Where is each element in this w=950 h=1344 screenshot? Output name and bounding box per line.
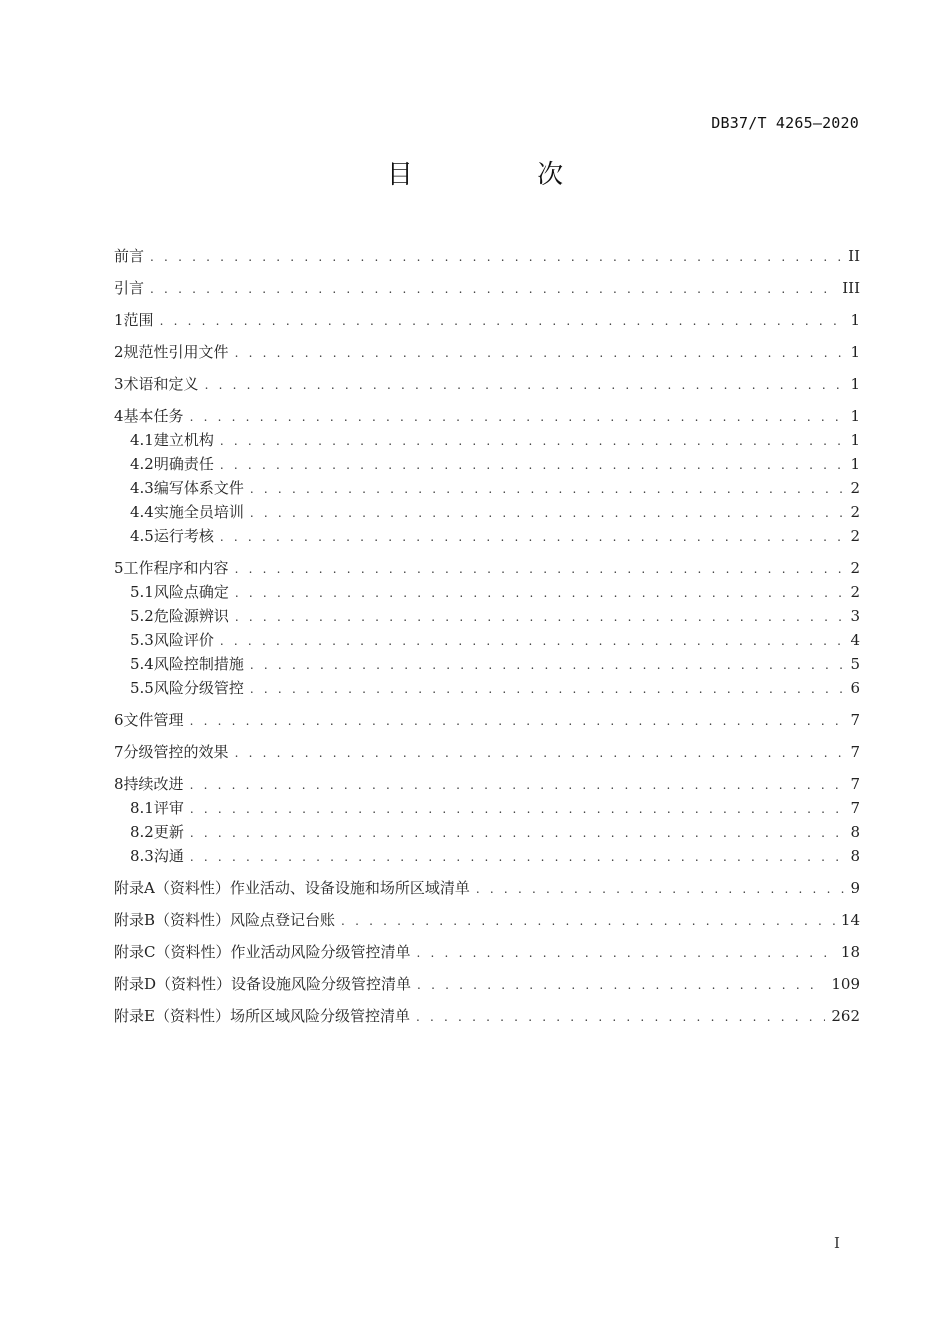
toc-entry-number: 5.2: [130, 607, 154, 625]
dot-leader: [220, 629, 844, 653]
toc-entry[interactable]: [114, 276, 860, 300]
toc-entry-page: 2: [850, 479, 860, 497]
toc-entry[interactable]: [114, 908, 860, 932]
toc-entry-number: 5: [114, 559, 124, 577]
dot-leader: [190, 709, 844, 733]
toc-entry-page: 2: [850, 583, 860, 601]
toc-entry-label: 明确责任: [153, 455, 214, 473]
dot-leader: [417, 973, 825, 997]
dot-leader: [235, 341, 844, 365]
toc-entry[interactable]: [114, 340, 860, 364]
toc-entry-page: 7: [850, 743, 860, 761]
dot-leader: [220, 453, 844, 477]
toc-entry-number: 5.4: [130, 655, 154, 673]
toc-entry[interactable]: [114, 820, 860, 844]
toc-entry[interactable]: [114, 1004, 860, 1028]
dot-leader: [476, 877, 844, 901]
toc-entry-label: 工作程序和内容: [123, 559, 229, 577]
dot-leader: [220, 525, 844, 549]
toc-entry-page: 262: [831, 1007, 860, 1025]
standard-code: DB37/T 4265—2020: [711, 114, 859, 132]
dot-leader: [205, 373, 844, 397]
toc-entry-label: 风险控制措施: [153, 655, 244, 673]
toc-entry-page: 2: [850, 527, 860, 545]
toc-entry-label: 建立机构: [153, 431, 214, 449]
toc-entry-label: 作业活动、设备设施和场所区域清单: [229, 879, 470, 897]
toc-entry-number: 附录B（资料性）: [114, 911, 231, 929]
toc-entry-label: 风险评价: [153, 631, 214, 649]
toc-entry-label: 场所区域风险分级管控清单: [229, 1007, 410, 1025]
toc-entry-number: 7: [114, 743, 124, 761]
toc-entry[interactable]: [114, 652, 860, 676]
toc-entry-page: 2: [850, 559, 860, 577]
toc-entry[interactable]: [114, 940, 860, 964]
toc-entry-number: 附录C（资料性）: [114, 943, 231, 961]
toc-entry-number: 4.1: [130, 431, 154, 449]
toc-entry[interactable]: [114, 772, 860, 796]
table-of-contents: [114, 244, 860, 1028]
toc-entry[interactable]: [114, 524, 860, 548]
dot-leader: [190, 845, 844, 869]
toc-entry-page: 8: [850, 847, 860, 865]
toc-entry-page: 4: [850, 631, 860, 649]
toc-entry-label: 范围: [123, 311, 154, 329]
dot-leader: [235, 605, 844, 629]
toc-entry[interactable]: [114, 676, 860, 700]
toc-entry[interactable]: [114, 796, 860, 820]
toc-entry[interactable]: [114, 708, 860, 732]
toc-entry-label: 引言: [114, 279, 145, 297]
dot-leader: [190, 797, 844, 821]
dot-leader: [417, 941, 835, 965]
toc-entry-number: 4.2: [130, 455, 154, 473]
toc-entry[interactable]: [114, 452, 860, 476]
toc-entry-label: 评审: [153, 799, 184, 817]
toc-entry-label: 分级管控的效果: [123, 743, 229, 761]
toc-entry-page: 5: [850, 655, 860, 673]
toc-entry-label: 运行考核: [153, 527, 214, 545]
toc-entry-number: 5.1: [130, 583, 154, 601]
toc-entry-page: 1: [850, 343, 860, 361]
toc-entry-number: 8: [114, 775, 124, 793]
toc-entry[interactable]: [114, 972, 860, 996]
toc-entry-number: 3: [114, 375, 124, 393]
toc-entry[interactable]: [114, 628, 860, 652]
toc-entry-page: 14: [840, 911, 860, 929]
toc-entry-number: 4.3: [130, 479, 154, 497]
toc-entry-number: 5.3: [130, 631, 154, 649]
toc-entry-label: 规范性引用文件: [123, 343, 229, 361]
toc-entry-page: 1: [850, 375, 860, 393]
toc-entry[interactable]: [114, 476, 860, 500]
dot-leader: [250, 501, 844, 525]
toc-entry-page: 109: [831, 975, 860, 993]
toc-entry[interactable]: [114, 500, 860, 524]
dot-leader: [220, 429, 844, 453]
toc-entry-page: 7: [850, 775, 860, 793]
toc-entry-page: 1: [850, 431, 860, 449]
toc-entry[interactable]: [114, 372, 860, 396]
dot-leader: [250, 653, 844, 677]
toc-entry-number: 6: [114, 711, 124, 729]
toc-entry[interactable]: [114, 740, 860, 764]
toc-entry[interactable]: [114, 876, 860, 900]
dot-leader: [250, 677, 844, 701]
toc-entry-number: 8.1: [130, 799, 154, 817]
toc-entry-page: 9: [850, 879, 860, 897]
toc-entry[interactable]: [114, 556, 860, 580]
toc-entry-number: 附录D（资料性）: [114, 975, 232, 993]
toc-entry-number: 4.5: [130, 527, 154, 545]
dot-leader: [235, 581, 844, 605]
toc-title: 目 次: [386, 160, 622, 190]
dot-leader: [150, 277, 836, 301]
toc-entry-label: 前言: [114, 247, 145, 265]
dot-leader: [250, 477, 844, 501]
toc-entry-label: 风险点确定: [153, 583, 229, 601]
toc-entry-page: 3: [850, 607, 860, 625]
toc-entry-page: III: [842, 279, 860, 297]
toc-entry-page: II: [848, 247, 860, 265]
toc-entry-page: 8: [850, 823, 860, 841]
toc-entry-number: 8.3: [130, 847, 154, 865]
toc-entry-label: 更新: [153, 823, 184, 841]
toc-entry[interactable]: [114, 604, 860, 628]
toc-entry-label: 实施全员培训: [153, 503, 244, 521]
toc-entry-label: 作业活动风险分级管控清单: [230, 943, 411, 961]
toc-entry[interactable]: [114, 308, 860, 332]
toc-entry-number: 4.4: [130, 503, 154, 521]
toc-entry-label: 风险点登记台账: [230, 911, 336, 929]
toc-entry-label: 风险分级管控: [153, 679, 244, 697]
toc-entry-number: 附录A（资料性）: [114, 879, 230, 897]
dot-leader: [190, 405, 844, 429]
toc-entry-number: 4: [114, 407, 124, 425]
dot-leader: [190, 821, 844, 845]
toc-entry-page: 1: [850, 311, 860, 329]
dot-leader: [235, 741, 844, 765]
toc-entry-page: 1: [850, 407, 860, 425]
dot-leader: [150, 245, 842, 269]
page-number: I: [834, 1234, 840, 1252]
toc-entry-label: 危险源辨识: [153, 607, 229, 625]
toc-entry-page: 2: [850, 503, 860, 521]
toc-entry[interactable]: [114, 844, 860, 868]
toc-entry-label: 文件管理: [123, 711, 184, 729]
toc-entry-page: 6: [850, 679, 860, 697]
dot-leader: [416, 1005, 825, 1029]
toc-entry-label: 沟通: [153, 847, 184, 865]
toc-entry-label: 持续改进: [123, 775, 184, 793]
toc-entry[interactable]: [114, 580, 860, 604]
dot-leader: [341, 909, 835, 933]
toc-entry-page: 7: [850, 711, 860, 729]
toc-entry-number: 1: [114, 311, 124, 329]
toc-entry[interactable]: [114, 404, 860, 428]
toc-entry-page: 18: [840, 943, 860, 961]
dot-leader: [160, 309, 844, 333]
dot-leader: [190, 773, 844, 797]
toc-entry-label: 基本任务: [123, 407, 184, 425]
toc-entry-number: 2: [114, 343, 124, 361]
toc-entry[interactable]: [114, 428, 860, 452]
toc-entry-label: 编写体系文件: [153, 479, 244, 497]
toc-entry-page: 7: [850, 799, 860, 817]
toc-entry-label: 术语和定义: [123, 375, 199, 393]
toc-entry-number: 8.2: [130, 823, 154, 841]
toc-entry[interactable]: [114, 244, 860, 268]
toc-entry-number: 附录E（资料性）: [114, 1007, 230, 1025]
toc-entry-page: 1: [850, 455, 860, 473]
dot-leader: [235, 557, 844, 581]
toc-entry-number: 5.5: [130, 679, 154, 697]
toc-entry-label: 设备设施风险分级管控清单: [231, 975, 412, 993]
